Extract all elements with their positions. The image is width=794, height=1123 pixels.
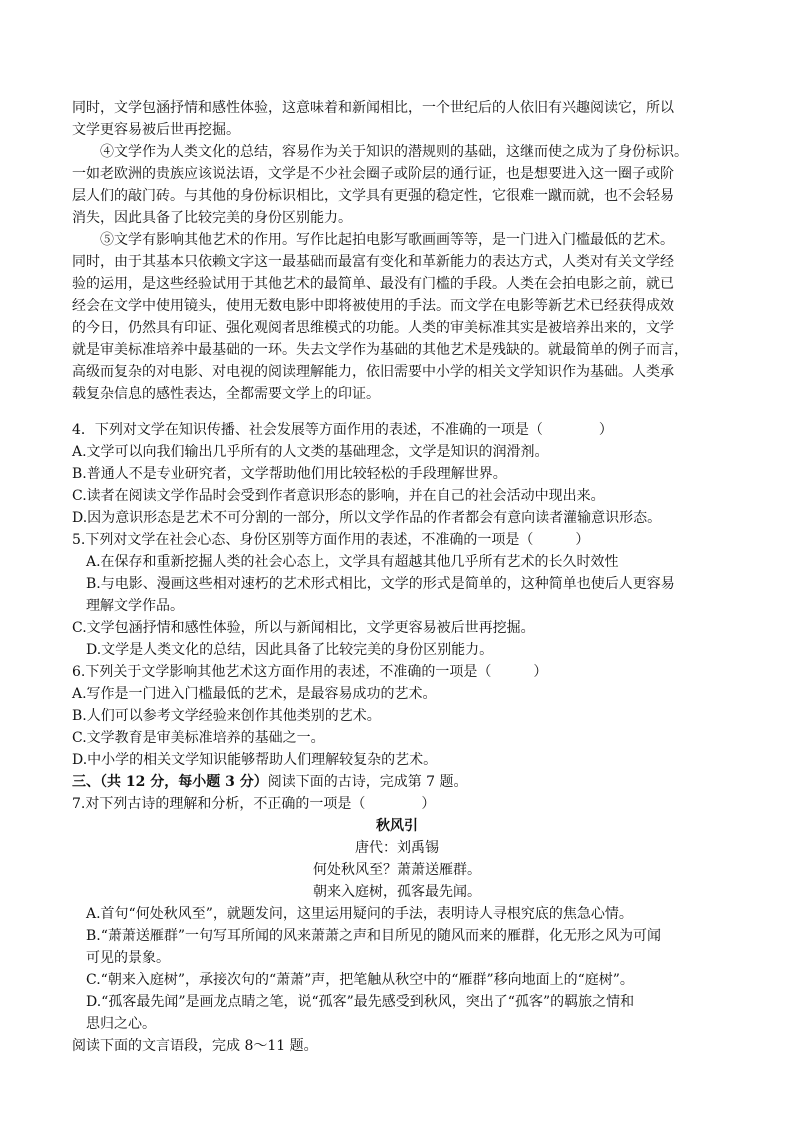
question-5-option-b-cont: 理解文学作品。 — [86, 598, 184, 614]
passage-line: 文学更容易被后世再挖掘。 — [72, 122, 240, 138]
question-6-stem: 6.下列关于文学影响其他艺术这方面作用的表述，不准确的一项是（ ） — [72, 664, 548, 680]
poem-line: 何处秋风至？萧萧送雁群。 — [313, 862, 481, 878]
question-4-stem: 4．下列对文学在知识传播、社会发展等方面作用的表述，不准确的一项是（ ） — [72, 422, 613, 438]
passage-line: ⑤文学有影响其他艺术的作用。写作比起拍电影写歌画画等等，是一门进入门槛最低的艺术。 — [100, 232, 674, 248]
passage-line: 载复杂信息的感性表达，全都需要文学上的印证。 — [72, 386, 380, 402]
question-4-option-d: D.因为意识形态是艺术不可分割的一部分，所以文学作品的作者都会有意向读者灌输意识形态。 — [72, 510, 662, 526]
passage-line: 经会在文学中使用镜头，使用无数电影中即将被使用的手法。而文学在电影等新艺术已经获得成效 — [72, 298, 674, 314]
passage-line: 高级而复杂的对电影、对电视的阅读理解能力，依旧需要中小学的相关文学知识作为基础。人类承 — [72, 364, 674, 380]
question-7-option-b-cont: 可见的景象。 — [86, 950, 170, 966]
question-5-stem: 5.下列对文学在社会心态、身份区别等方面作用的表述，不准确的一项是（ ） — [72, 532, 590, 548]
passage-line: ④文学作为人类文化的总结，容易作为关于知识的潜规则的基础，这继而使之成为了身份标识。 — [100, 144, 688, 160]
passage-line: 验的运用，是这些经验试用于其他艺术的最简单、最没有门槛的手段。人类在会拍电影之前，就已 — [72, 276, 674, 292]
question-4-option-a: A.文学可以向我们输出几乎所有的人文类的基础理念，文学是知识的润滑剂。 — [72, 444, 549, 460]
section-3-heading — [72, 772, 732, 792]
passage-line: 一如老欧洲的贵族应该说法语，文学是不少社会圈子或阶层的通行证，也是想要进入这一圈子或阶 — [72, 166, 674, 182]
question-6-option-d: D.中小学的相关文学知识能够帮助人们理解较复杂的艺术。 — [72, 752, 438, 768]
poem-author: 唐代：刘禹锡 — [355, 840, 439, 856]
question-4-option-b: B.普通人不是专业研究者，文学帮助他们用比较轻松的手段理解世界。 — [72, 466, 507, 482]
passage-line: 消失，因此具备了比较完美的身份区别能力。 — [72, 210, 352, 226]
question-5-option-b: B.与电影、漫画这些相对速朽的艺术形式相比，文学的形式是简单的，这种简单也使后人更容易 — [86, 576, 675, 592]
passage-line: 层人们的敲门砖。与其他的身份标识相比，文学具有更强的稳定性，它很难一蹴而就，也不会轻易 — [72, 188, 674, 204]
question-4-option-c: C.读者在阅读文学作品时会受到作者意识形态的影响，并在自己的社会活动中现出来。 — [72, 488, 605, 504]
passage-line: 就是审美标准培养中最基础的一环。失去文学作为基础的其他艺术是残缺的。就最简单的例子而言， — [72, 342, 688, 358]
question-7-stem: 7.对下列古诗的理解和分析，不正确的一项是（ ） — [72, 796, 436, 812]
passage-line: 同时，由于其基本只依赖文字这一最基础而最富有变化和革新能力的表达方式，人类对有关文学经 — [72, 254, 674, 270]
question-7-option-b: B.“萧萧送雁群”一句写耳所闻的风来萧萧之声和目所见的随风而来的雁群，化无形之风为可闻 — [86, 928, 662, 944]
question-6-option-a: A.写作是一门进入门槛最低的艺术，是最容易成功的艺术。 — [72, 686, 437, 702]
question-7-option-d-cont: 思归之心。 — [86, 1016, 156, 1032]
question-5-option-c: C.文学包涵抒情和感性体验，所以与新闻相比，文学更容易被后世再挖掘。 — [72, 620, 535, 636]
next-section-instruction: 阅读下面的文言语段，完成 8～11 题。 — [72, 1038, 318, 1054]
question-6-option-b: B.人们可以参考文学经验来创作其他类别的艺术。 — [72, 708, 381, 724]
question-6-option-c: C.文学教育是审美标准培养的基础之一。 — [72, 730, 325, 746]
question-7-option-a: A.首句“何处秋风至”，就题发问，这里运用疑问的手法，表明诗人寻根究底的焦急心情。 — [86, 906, 633, 922]
question-5-option-a: A.在保存和重新挖掘人类的社会心态上，文学具有超越其他几乎所有艺术的长久时效性 — [86, 554, 619, 570]
question-7-option-d: D.“孤客最先闻”是画龙点睛之笔，说“孤客”最先感受到秋风，突出了“孤客”的羁旅之情和 — [86, 994, 635, 1010]
poem-title: 秋风引 — [376, 818, 418, 834]
poem-line: 朝来入庭树，孤客最先闻。 — [313, 884, 481, 900]
passage-line: 的今日，仍然具有印证、强化观阅者思维模式的功能。人类的审美标准其实是被培养出来的，文学 — [72, 320, 674, 336]
question-7-option-c: C.“朝来入庭树”，承接次句的“萧萧”声，把笔触从秋空中的“雁群”移向地面上的“庭树”。 — [86, 972, 634, 988]
section-3-instruction: 阅读下面的古诗，完成第 7 题。 — [267, 774, 468, 790]
passage-line: 同时，文学包涵抒情和感性体验，这意味着和新闻相比，一个世纪后的人依旧有兴趣阅读它，所以 — [72, 100, 674, 116]
question-5-option-d: D.文学是人类文化的总结，因此具备了比较完美的身份区别能力。 — [86, 642, 494, 658]
section-3-title: 三、（共 12 分，每小题 3 分） — [72, 774, 268, 790]
